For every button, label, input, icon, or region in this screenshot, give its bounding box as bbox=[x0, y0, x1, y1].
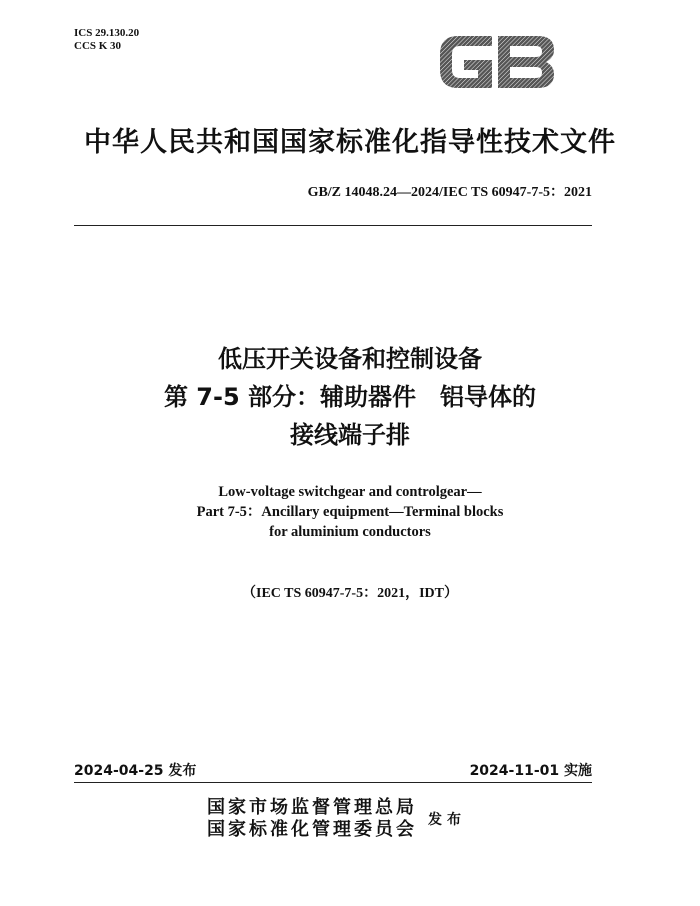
ics-code: ICS 29.130.20 bbox=[74, 27, 140, 39]
bottom-divider bbox=[74, 782, 592, 783]
issue-date: 2024-04-25 发布 bbox=[74, 763, 197, 779]
chinese-title-line-3: 接线端子排 bbox=[290, 421, 410, 449]
english-title-line-2: Part 7-5：Ancillary equipment—Terminal blocks bbox=[196, 504, 504, 520]
english-title-line-3: for aluminium conductors bbox=[269, 524, 431, 540]
issuing-authorities bbox=[207, 797, 417, 841]
top-divider bbox=[74, 225, 592, 226]
gb-logo-icon bbox=[434, 30, 560, 94]
gb-logo bbox=[434, 30, 560, 94]
publish-label: 发布 bbox=[428, 812, 466, 828]
adoption-statement: （IEC TS 60947-7-5：2021，IDT） bbox=[242, 586, 458, 601]
english-title-line-1: Low-voltage switchgear and controlgear— bbox=[218, 484, 482, 500]
chinese-title-line-1: 低压开关设备和控制设备 bbox=[218, 345, 482, 373]
implementation-date: 2024-11-01 实施 bbox=[469, 763, 592, 779]
english-title bbox=[0, 482, 700, 542]
ccs-code: CCS K 30 bbox=[74, 40, 122, 52]
classification-codes bbox=[74, 27, 139, 53]
issuer-sac: 国家标准化管理委员会 bbox=[207, 819, 417, 840]
issuer-samr: 国家市场监督管理总局 bbox=[207, 797, 417, 818]
document-type-title: 中华人民共和国国家标准化指导性技术文件 bbox=[84, 127, 616, 158]
chinese-title bbox=[0, 340, 700, 454]
standard-number: GB/Z 14048.24—2024/IEC TS 60947-7-5：2021 bbox=[307, 185, 592, 200]
chinese-title-line-2: 第 7-5 部分：辅助器件 铝导体的 bbox=[163, 383, 537, 411]
